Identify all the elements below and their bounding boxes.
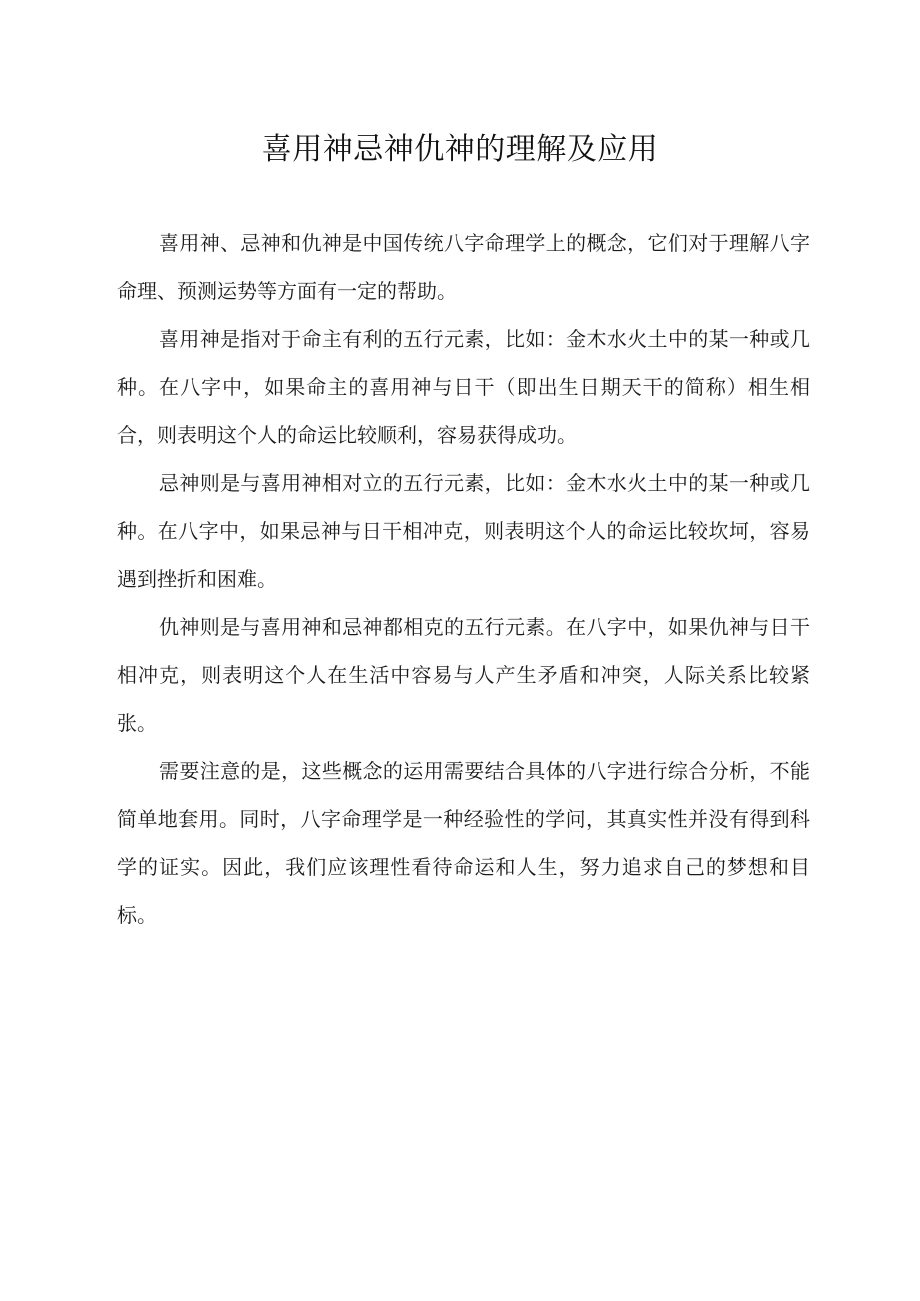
paragraph-choushen: 仇神则是与喜用神和忌神都相克的五行元素。在八字中，如果仇神与日干相冲克，则表明这个人在生活中容易与人产生矛盾和冲突，人际关系比较紧张。 (117, 615, 810, 735)
paragraph-jishen: 忌神则是与喜用神相对立的五行元素，比如：金木水火土中的某一种或几种。在八字中，如果忌神与日干相冲克，则表明这个人的命运比较坎坷，容易遇到挫折和困难。 (117, 471, 810, 591)
document-title: 喜用神忌神仇神的理解及应用 (261, 132, 659, 167)
paragraph-intro: 喜用神、忌神和仇神是中国传统八字命理学上的概念，它们对于理解八字命理、预测运势等方面有一定的帮助。 (117, 231, 810, 303)
paragraph-xiyongshen: 喜用神是指对于命主有利的五行元素，比如：金木水火土中的某一种或几种。在八字中，如果命主的喜用神与日干（即出生日期天干的简称）相生相合，则表明这个人的命运比较顺利，容易获得成功。 (117, 327, 810, 447)
document-body (117, 219, 810, 939)
paragraph-note: 需要注意的是，这些概念的运用需要结合具体的八字进行综合分析，不能简单地套用。同时，八字命理学是一种经验性的学问，其真实性并没有得到科学的证实。因此，我们应该理性看待命运和人生，努力追求自己的梦想和目标。 (117, 759, 810, 927)
